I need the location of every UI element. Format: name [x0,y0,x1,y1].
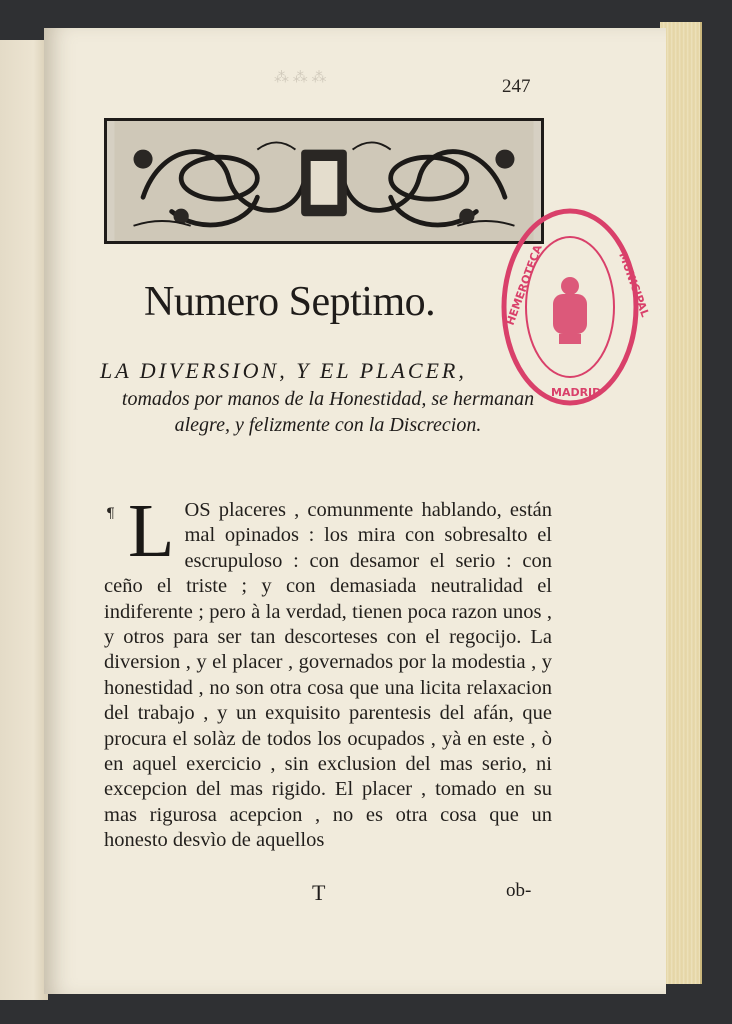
chapter-subtitle [100,358,556,438]
book-page [44,28,666,994]
body-text: OS placeres , comunmente hablando, están mal opinados : los mira con sobresalto el escrupuloso : con desamor el serio : con ceño el triste ; y con demasiada neutralidad el indiferente ; pero à la verdad, tienen poca razon unos , y otros para ser tan descorteses con el regocijo. La diversion , y el placer , governados por la modestia , y honestidad , no son otra cosa que una licita relaxacion del trabajo , y un exquisito parentesis del afán, que procura el solàz de todos los ocupados , yà en este , ò en aquel exercicio , sin exclusion del mas serio, ni excepcion del mas rigido. El placer , tomado en su mas rigurosa acepcion , no es otra cosa que un honesto desvìo de aquellos [104,499,552,852]
chapter-title: Numero Septimo. [144,279,436,325]
serpent-headpiece-icon [107,121,541,241]
pilcrow-mark: ¶ [106,506,115,522]
body-paragraph [104,489,552,854]
svg-text:MADRID: MADRID [551,386,602,399]
page-stack-edge [660,22,702,984]
signature-mark: T [312,880,326,905]
bleed-through: ⁂ ⁂ ⁂ [274,70,327,86]
subtitle-caps: LA DIVERSION, Y EL PLACER, [100,358,467,383]
facing-page-edge [0,40,48,1000]
svg-text:HEMEROTECA: HEMEROTECA [503,243,545,328]
headpiece-ornament [104,118,544,244]
catchword: ob- [506,880,532,901]
drop-cap: L [128,489,175,573]
subtitle-rest: tomados por manos de la Honestidad, se hermanan alegre, y felizmente con la Discrecion. [121,388,535,436]
svg-text:MUNICIPAL: MUNICIPAL [616,250,652,319]
page-number: 247 [502,76,531,97]
